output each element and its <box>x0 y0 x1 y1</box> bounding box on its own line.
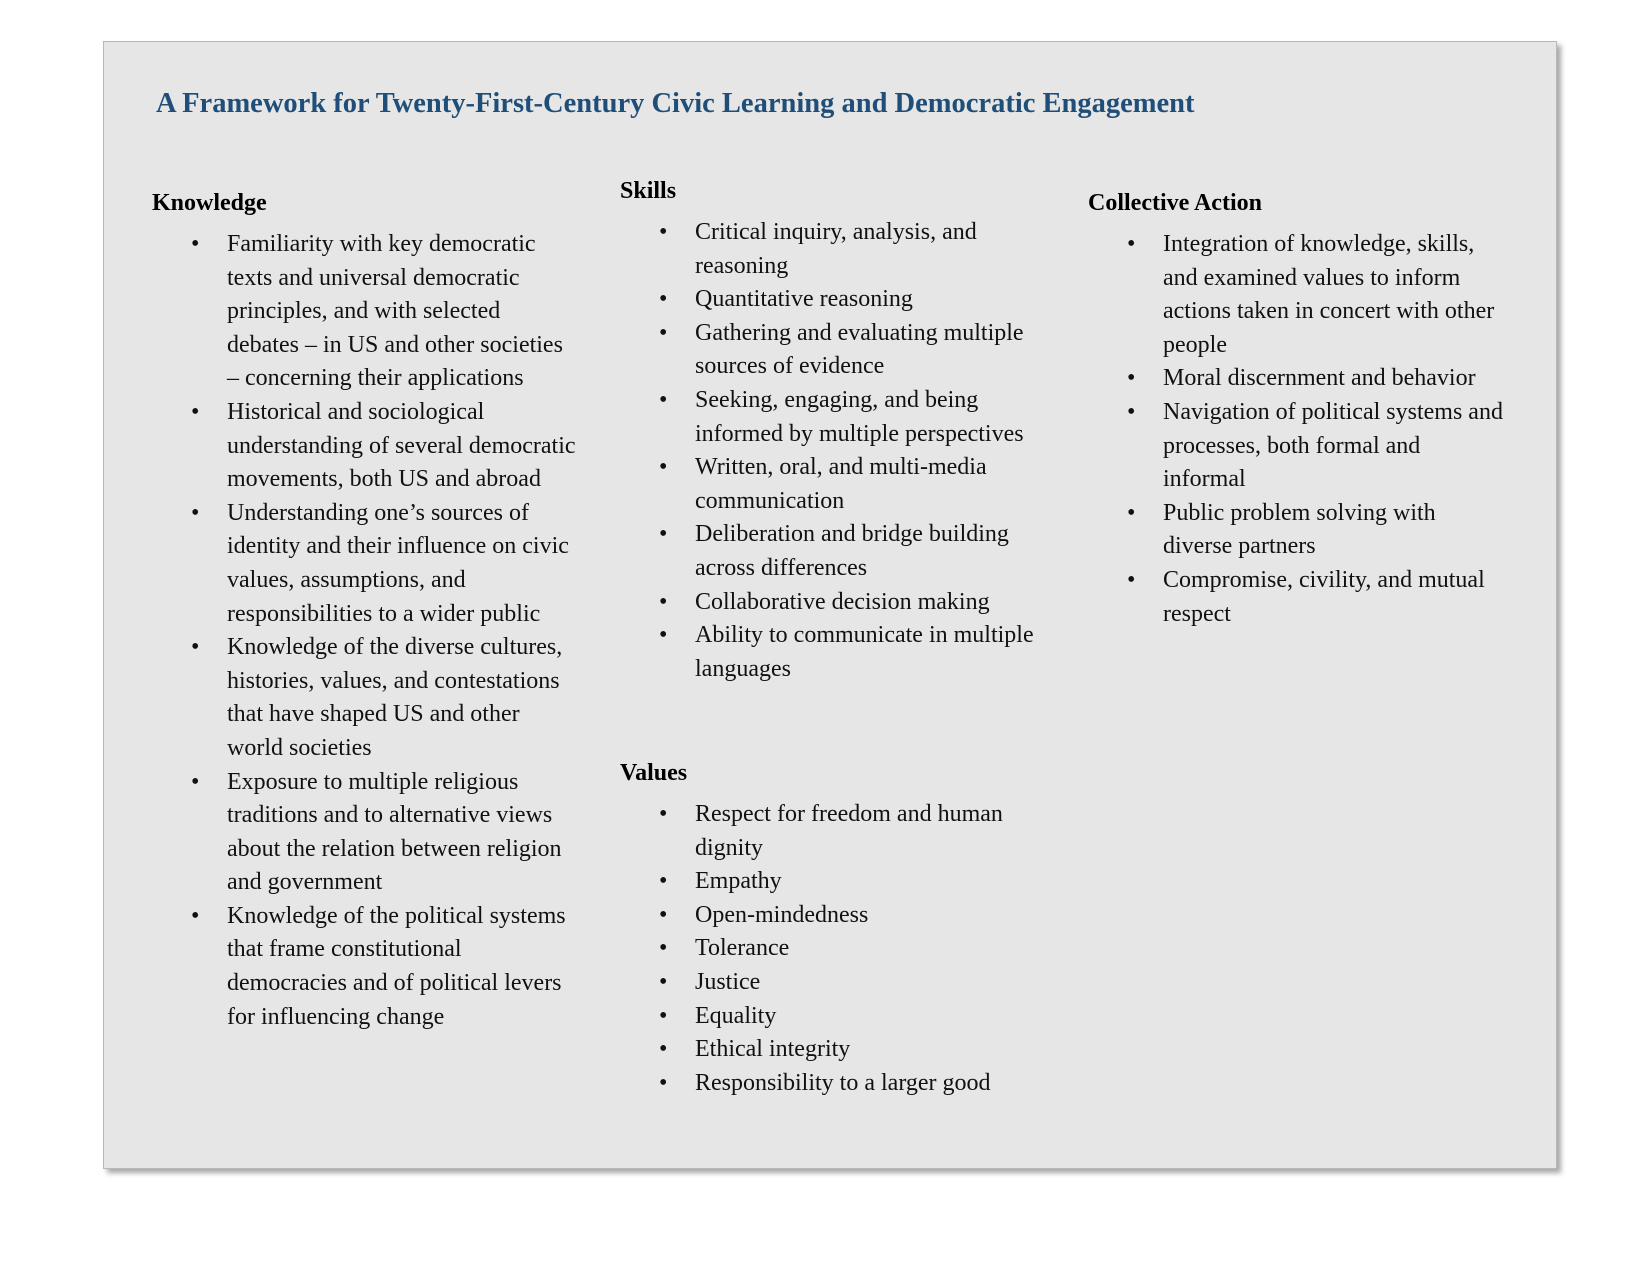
bullet-icon: • <box>1127 499 1136 526</box>
collective-action-section <box>1088 188 1528 631</box>
list-item-text: Navigation of political systems and processes, both formal and informal <box>1163 398 1503 493</box>
bullet-icon: • <box>659 386 668 413</box>
list-item <box>152 396 577 497</box>
list-item <box>620 1067 1035 1101</box>
collective-action-heading: Collective Action <box>1088 190 1262 216</box>
values-heading: Values <box>620 760 688 786</box>
list-item <box>620 798 1035 865</box>
knowledge-list <box>152 228 592 1034</box>
list-item-text: Deliberation and bridge building across differences <box>695 521 1009 581</box>
list-item-text: Compromise, civility, and mutual respect <box>1163 566 1485 627</box>
list-item-text: Historical and sociological understanding of several democratic movements, both US and abroad <box>227 398 576 493</box>
bullet-icon: • <box>659 1036 668 1063</box>
list-item-text: Moral discernment and behavior <box>1163 365 1476 392</box>
list-item-text: Equality <box>695 1002 777 1029</box>
list-item <box>620 899 1035 933</box>
list-item <box>152 766 577 900</box>
list-item-text: Responsibility to a larger good <box>695 1069 991 1096</box>
list-item <box>152 631 577 765</box>
list-item-text: Justice <box>695 968 761 995</box>
list-item <box>1088 228 1503 362</box>
bullet-icon: • <box>1127 566 1136 593</box>
bullet-icon: • <box>191 902 200 929</box>
list-item <box>620 586 1035 620</box>
bullet-icon: • <box>659 968 668 995</box>
list-item-text: Familiarity with key democratic texts and universal democratic principles, and with selected debates – in US and other societies – concerning their applications <box>227 231 563 392</box>
bullet-icon: • <box>1127 365 1136 392</box>
bullet-icon: • <box>659 868 668 895</box>
skills-list <box>620 216 1040 686</box>
bullet-icon: • <box>1127 231 1136 257</box>
bullet-icon: • <box>659 454 668 481</box>
bullet-icon: • <box>191 499 200 526</box>
list-item <box>620 1033 1035 1067</box>
bullet-icon: • <box>659 319 668 346</box>
list-item <box>620 384 1035 451</box>
bullet-icon: • <box>659 901 668 928</box>
bullet-icon: • <box>191 634 200 661</box>
list-item-text: Open-mindedness <box>695 901 869 928</box>
list-item-text: Respect for freedom and human dignity <box>695 801 1003 861</box>
list-item-text: Exposure to multiple religious traditions and to alternative views about the relation between religion and government <box>227 768 562 896</box>
bullet-icon: • <box>659 588 668 615</box>
list-item <box>620 283 1035 317</box>
bullet-icon: • <box>659 521 668 548</box>
skills-section <box>620 176 1040 686</box>
framework-panel <box>103 41 1557 1169</box>
list-item <box>1088 396 1503 497</box>
bullet-icon: • <box>191 231 200 257</box>
page-title: A Framework for Twenty-First-Century Civic Learning and Democratic Engagement <box>156 88 1195 119</box>
knowledge-heading: Knowledge <box>152 190 267 216</box>
bullet-icon: • <box>659 1002 668 1029</box>
list-item <box>152 497 577 631</box>
list-item-text: Tolerance <box>695 935 790 962</box>
skills-heading: Skills <box>620 178 677 204</box>
list-item <box>620 1000 1035 1034</box>
values-section <box>620 758 1040 1100</box>
bullet-icon: • <box>659 622 668 649</box>
list-item <box>620 619 1035 686</box>
list-item <box>1088 564 1503 631</box>
list-item-text: Ability to communicate in multiple languages <box>695 622 1034 682</box>
list-item-text: Collaborative decision making <box>695 588 990 615</box>
list-item-text: Public problem solving with diverse partners <box>1163 499 1436 560</box>
list-item-text: Gathering and evaluating multiple sources of evidence <box>695 319 1024 380</box>
list-item <box>620 451 1035 518</box>
list-item <box>620 518 1035 585</box>
bullet-icon: • <box>191 768 200 795</box>
values-list <box>620 798 1040 1100</box>
list-item <box>1088 497 1503 564</box>
list-item <box>1088 362 1503 396</box>
list-item <box>620 216 1035 283</box>
list-item-text: Integration of knowledge, skills, and examined values to inform actions taken in concert with other people <box>1163 231 1495 358</box>
bullet-icon: • <box>1127 398 1136 425</box>
collective-action-list <box>1088 228 1528 631</box>
list-item-text: Knowledge of the diverse cultures, histories, values, and contestations that have shaped US and other world societies <box>227 634 563 761</box>
list-item-text: Understanding one’s sources of identity and their influence on civic values, assumptions, and responsibilities to a wider public <box>227 499 569 627</box>
bullet-icon: • <box>659 935 668 962</box>
list-item <box>620 317 1035 384</box>
list-item-text: Critical inquiry, analysis, and reasoning <box>695 219 977 279</box>
list-item <box>620 966 1035 1000</box>
knowledge-section <box>152 188 592 1034</box>
list-item-text: Empathy <box>695 868 782 895</box>
list-item-text: Quantitative reasoning <box>695 286 913 313</box>
list-item <box>152 228 577 396</box>
bullet-icon: • <box>659 801 668 827</box>
list-item <box>152 900 577 1034</box>
bullet-icon: • <box>659 1069 668 1096</box>
list-item-text: Written, oral, and multi-media communication <box>695 454 987 514</box>
list-item <box>620 865 1035 899</box>
list-item-text: Seeking, engaging, and being informed by multiple perspectives <box>695 386 1024 447</box>
list-item <box>620 932 1035 966</box>
list-item-text: Knowledge of the political systems that frame constitutional democracies and of political levers for influencing change <box>227 902 566 1030</box>
bullet-icon: • <box>191 398 200 425</box>
bullet-icon: • <box>659 286 668 313</box>
list-item-text: Ethical integrity <box>695 1036 851 1063</box>
bullet-icon: • <box>659 219 668 245</box>
